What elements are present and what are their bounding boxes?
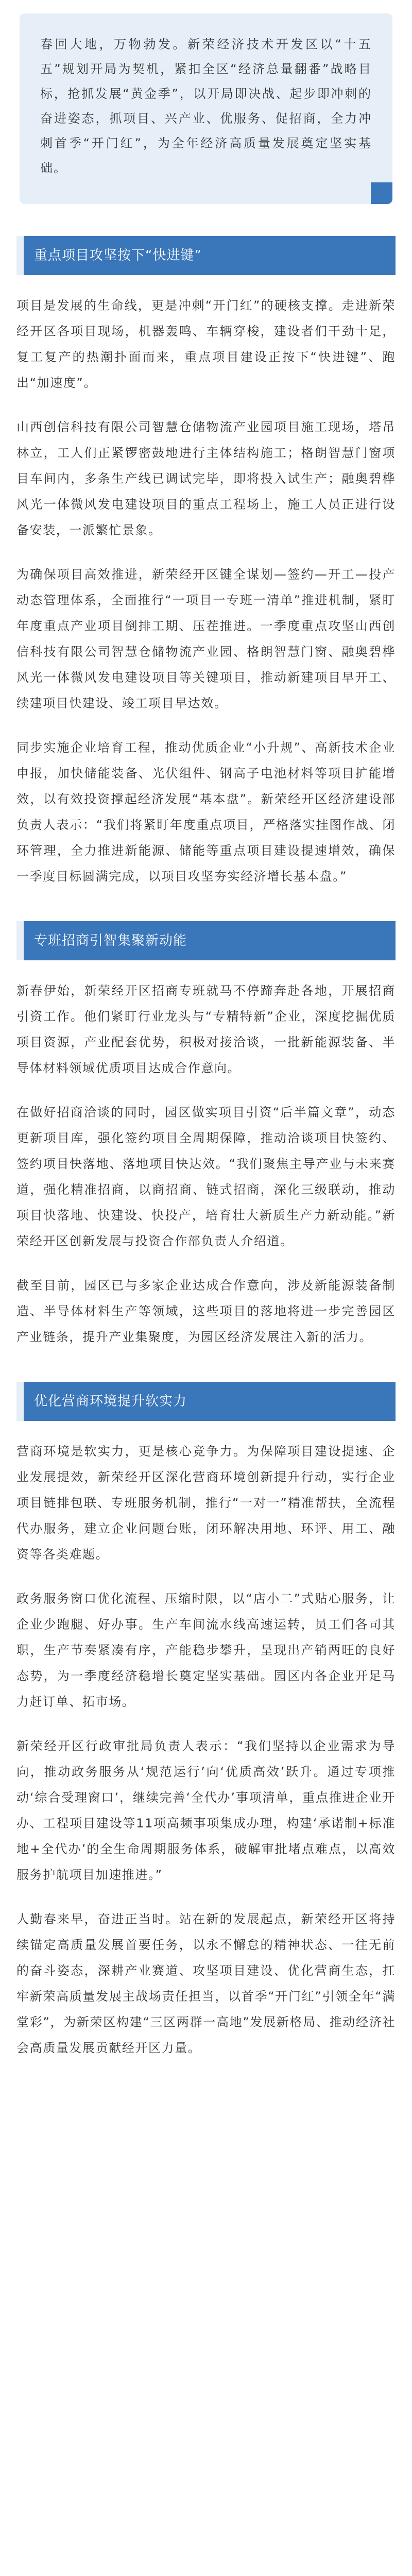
- closing-paragraph: 人勤春来早，奋进正当时。站在新的发展起点，新荣经开区将持续锚定高质量发展首要任务，以永不懈怠的精神状态、一往无前的奋斗姿态，深耕产业赛道、攻坚项目建设、优化营商生态，扛牢新荣高质量发展主战场责任担当，以首季“开门红”引领全年“满堂彩”，为新荣区构建“三区两群一高地”发展新格局、推动经济社会高质量发展贡献经开区力量。: [16, 1912, 396, 2055]
- intro-paragraph: 春回大地，万物勃发。新荣经济技术开发区以“十五五”规划开局为契机，紧扣全区“经济总量翻番”战略目标，抢抓发展“黄金季”，以开局即决战、起步即冲刺的奋进姿态，抓项目、兴产业、优服务、促招商，全力冲刺首季“开门红”，为全年经济高质量发展奠定坚实基础。: [40, 37, 372, 175]
- paragraph: 截至目前，园区已与多家企业达成合作意向，涉及新能源装备制造、半导体材料生产等领域，这些项目的落地将进一步完善园区产业链条，提升产业集聚度，为园区经济发展注入新的活力。: [16, 1278, 396, 1344]
- heading-notch-decoration: [16, 921, 24, 960]
- section-body-projects: [0, 293, 412, 889]
- section-title: 专班招商引智集聚新动能: [34, 933, 187, 948]
- section-heading-business-environment: [16, 1382, 396, 1421]
- section-heading-investment: [16, 921, 396, 960]
- heading-notch-decoration: [16, 236, 24, 275]
- paragraph: 营商环境是软实力，更是核心竞争力。为保障项目建设提速、企业发展提效，新荣经开区深化营商环境创新提升行动，实行企业项目链排包联、专班服务机制，推行“一对一”精准帮扶，全流程代办服务，建立企业问题台账，闭环解决用地、环评、用工、融资等各类难题。: [16, 1444, 396, 1562]
- section-body-business-environment: [0, 1438, 412, 2061]
- paragraph: 在做好招商洽谈的同时，园区做实项目引资“后半篇文章”，动态更新项目库，强化签约项目全周期保障，推动洽谈项目快签约、签约项目快落地、落地项目快达效。“我们聚焦主导产业与未来赛道，强化精准招商，以商招商、链式招商，深化三级联动，推动项目快落地、快建设、快投产，培育壮大新质生产力新动能。”新荣经开区创新发展与投资合作部负责人介绍道。: [16, 1105, 396, 1248]
- section-body-investment: [0, 978, 412, 1350]
- paragraph: 为确保项目高效推进，新荣经开区键全谋划—签约—开工—投产动态管理体系，全面推行“一项目一专班一清单”推进机制，紧盯年度重点产业项目倒排工期、压茬推进。一季度重点攻坚山西创信科技有限公司智慧仓储物流产业园、格朗智慧门窗、融奥碧桦风光一体微风发电建设项目等关键项目，推动新建项目早开工、续建项目快建设、竣工项目早达效。: [16, 567, 396, 710]
- intro-box: [20, 13, 392, 204]
- heading-notch-decoration: [16, 1382, 24, 1421]
- section-title: 重点项目攻坚按下“快进键”: [34, 248, 202, 263]
- corner-square-decoration: [371, 182, 392, 204]
- section-title: 优化营商环境提升软实力: [34, 1394, 187, 1409]
- paragraph: 新春伊始，新荣经开区招商专班就马不停蹄奔赴各地，开展招商引资工作。他们紧盯行业龙头与“专精特新”企业，深度挖掘优质项目资源，产业配套优势，积极对接洽谈，一批新能源装备、半导体材料领域优质项目达成合作意向。: [16, 984, 396, 1075]
- intro-section: [0, 0, 412, 204]
- paragraph: 新荣经开区行政审批局负责人表示：“我们坚持以企业需求为导向，推动政务服务从‘规范运行’向‘优质高效’跃升。通过专项推动‘综合受理窗口’，继续完善‘全代办’事项清单，重点推进企业开办、工程项目建设等11项高频事项集成办理，构建‘承诺制+标准地+全代办’的全生命周期服务体系，破解审批堵点难点，以高效服务护航项目加速推进。”: [16, 1739, 396, 1882]
- paragraph: 项目是发展的生命线，更是冲刺“开门红”的硬核支撑。走进新荣经开区各项目现场，机器轰鸣、车辆穿梭，建设者们干劲十足，复工复产的热潮扑面而来，重点项目建设正按下“快进键”、跑出“加速度”。: [16, 298, 396, 390]
- paragraph: 山西创信科技有限公司智慧仓储物流产业园项目施工现场，塔吊林立，工人们正紧锣密鼓地进行主体结构施工；格朗智慧门窗项目车间内，多条生产线已调试完毕，即将投入试生产；融奥碧桦风光一体微风发电建设项目的重点工程场上，施工人员正进行设备安装，一派繁忙景象。: [16, 420, 396, 537]
- section-heading-projects: [16, 236, 396, 275]
- paragraph: 政务服务窗口优化流程、压缩时限，以“店小二”式贴心服务，让企业少跑腿、好办事。生产车间流水线高速运转，员工们各司其职，生产节奏紧凑有序，产能稳步攀升，呈现出产销两旺的良好态势，为一季度经济稳增长奠定坚实基础。园区内各企业开足马力赶订单、拓市场。: [16, 1591, 396, 1709]
- paragraph: 同步实施企业培育工程，推动优质企业“小升规”、高新技术企业申报，加快储能装备、光伏组件、钢高子电池材料等项目扩能增效，以有效投资撑起经济发展“基本盘”。新荣经开区经济建设部负责人表示：“我们将紧盯年度重点项目，严格落实挂图作战、闭环管理，全力推进新能源、储能等重点项目建设提速增效，确保一季度目标圆满完成，以项目攻坚夯实经济增长基本盘。”: [16, 740, 396, 884]
